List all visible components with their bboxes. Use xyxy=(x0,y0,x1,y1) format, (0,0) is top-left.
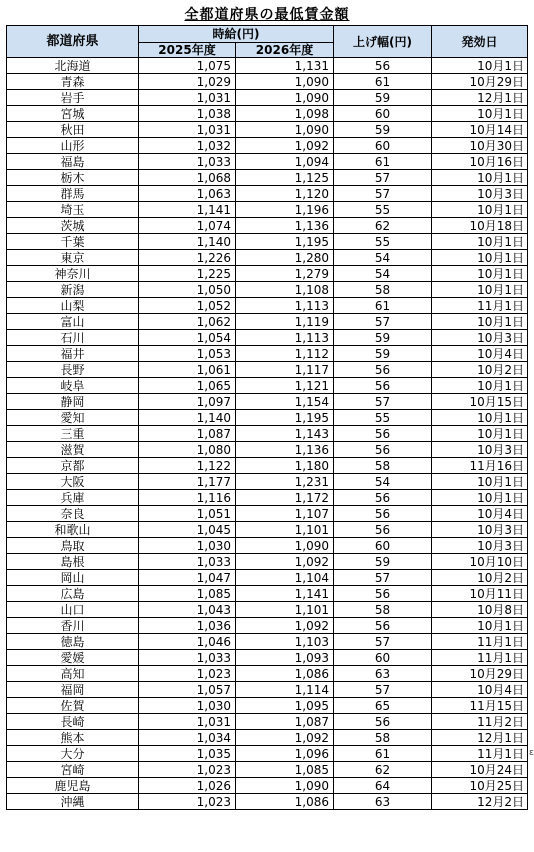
prefecture-cell: 愛媛 xyxy=(7,650,139,666)
wage-2026-cell: 1,101 xyxy=(236,602,334,618)
effective-date-cell: 10月1日 xyxy=(432,170,528,186)
increase-cell: 56 xyxy=(334,714,432,730)
effective-date-cell: 10月1日 xyxy=(432,266,528,282)
increase-cell: 59 xyxy=(334,554,432,570)
effective-date-cell: 10月3日 xyxy=(432,330,528,346)
wage-2025-cell: 1,050 xyxy=(139,282,236,298)
wage-2026-cell: 1,119 xyxy=(236,314,334,330)
table-row xyxy=(7,682,528,698)
wage-2025-cell: 1,026 xyxy=(139,778,236,794)
table-row xyxy=(7,266,528,282)
wage-2025-cell: 1,057 xyxy=(139,682,236,698)
effective-date-cell: 10月3日 xyxy=(432,522,528,538)
increase-cell: 56 xyxy=(334,378,432,394)
increase-cell: 57 xyxy=(334,394,432,410)
table-row xyxy=(7,666,528,682)
wage-2026-cell: 1,195 xyxy=(236,410,334,426)
prefecture-cell: 福岡 xyxy=(7,682,139,698)
effective-date-cell: 10月1日 xyxy=(432,426,528,442)
wage-2025-cell: 1,080 xyxy=(139,442,236,458)
wage-2025-cell: 1,031 xyxy=(139,90,236,106)
increase-cell: 57 xyxy=(334,634,432,650)
prefecture-cell: 山口 xyxy=(7,602,139,618)
table-row xyxy=(7,778,528,794)
wage-2026-cell: 1,113 xyxy=(236,298,334,314)
effective-date-cell: 10月1日 xyxy=(432,410,528,426)
table-row xyxy=(7,506,528,522)
prefecture-cell: 岡山 xyxy=(7,570,139,586)
effective-date-cell: 10月16日 xyxy=(432,154,528,170)
wage-2025-cell: 1,226 xyxy=(139,250,236,266)
wage-2026-cell: 1,279 xyxy=(236,266,334,282)
wage-2026-cell: 1,131 xyxy=(236,58,334,74)
increase-cell: 56 xyxy=(334,586,432,602)
prefecture-cell: 石川 xyxy=(7,330,139,346)
wage-2025-cell: 1,033 xyxy=(139,154,236,170)
wage-2026-cell: 1,112 xyxy=(236,346,334,362)
table-row xyxy=(7,154,528,170)
effective-date-cell: 10月25日 xyxy=(432,778,528,794)
wage-2026-cell: 1,092 xyxy=(236,730,334,746)
increase-cell: 58 xyxy=(334,602,432,618)
effective-date-cell: 12月1日 xyxy=(432,730,528,746)
table-row xyxy=(7,746,528,762)
wage-2026-cell: 1,180 xyxy=(236,458,334,474)
wage-2026-cell: 1,120 xyxy=(236,186,334,202)
wage-2026-cell: 1,114 xyxy=(236,682,334,698)
effective-date-cell: 10月18日 xyxy=(432,218,528,234)
prefecture-cell: 宮城 xyxy=(7,106,139,122)
prefecture-cell: 千葉 xyxy=(7,234,139,250)
wage-2026-cell: 1,104 xyxy=(236,570,334,586)
header-fy2026: 2026年度 xyxy=(236,43,334,58)
effective-date-cell: 10月3日 xyxy=(432,538,528,554)
wage-2025-cell: 1,033 xyxy=(139,650,236,666)
effective-date-cell: 10月2日 xyxy=(432,570,528,586)
table-row xyxy=(7,730,528,746)
effective-date-cell: 10月4日 xyxy=(432,682,528,698)
wage-2025-cell: 1,043 xyxy=(139,602,236,618)
table-body xyxy=(7,58,528,810)
prefecture-cell: 大阪 xyxy=(7,474,139,490)
prefecture-cell: 福島 xyxy=(7,154,139,170)
prefecture-cell: 神奈川 xyxy=(7,266,139,282)
minimum-wage-table xyxy=(6,25,528,810)
prefecture-cell: 広島 xyxy=(7,586,139,602)
table-row xyxy=(7,362,528,378)
wage-2026-cell: 1,231 xyxy=(236,474,334,490)
prefecture-cell: 埼玉 xyxy=(7,202,139,218)
increase-cell: 64 xyxy=(334,778,432,794)
increase-cell: 61 xyxy=(334,154,432,170)
table-row xyxy=(7,586,528,602)
effective-date-cell: 10月1日 xyxy=(432,490,528,506)
wage-2025-cell: 1,047 xyxy=(139,570,236,586)
effective-date-cell: 11月1日 xyxy=(432,650,528,666)
wage-2025-cell: 1,030 xyxy=(139,538,236,554)
wage-2025-cell: 1,063 xyxy=(139,186,236,202)
effective-date-cell: 10月1日 xyxy=(432,618,528,634)
prefecture-cell: 秋田 xyxy=(7,122,139,138)
effective-date-cell: 10月4日 xyxy=(432,346,528,362)
table-row xyxy=(7,234,528,250)
prefecture-cell: 大分 xyxy=(7,746,139,762)
effective-date-cell: 10月3日 xyxy=(432,442,528,458)
prefecture-cell: 奈良 xyxy=(7,506,139,522)
increase-cell: 55 xyxy=(334,410,432,426)
table-row xyxy=(7,378,528,394)
wage-2025-cell: 1,036 xyxy=(139,618,236,634)
increase-cell: 58 xyxy=(334,730,432,746)
table-row xyxy=(7,490,528,506)
wage-2026-cell: 1,136 xyxy=(236,218,334,234)
wage-2026-cell: 1,090 xyxy=(236,538,334,554)
increase-cell: 62 xyxy=(334,762,432,778)
table-row xyxy=(7,282,528,298)
increase-cell: 58 xyxy=(334,458,432,474)
prefecture-cell: 高知 xyxy=(7,666,139,682)
increase-cell: 56 xyxy=(334,442,432,458)
increase-cell: 60 xyxy=(334,538,432,554)
prefecture-cell: 岩手 xyxy=(7,90,139,106)
wage-2026-cell: 1,125 xyxy=(236,170,334,186)
table-row xyxy=(7,698,528,714)
effective-date-cell: 10月4日 xyxy=(432,506,528,522)
effective-date-cell: 10月2日 xyxy=(432,362,528,378)
wage-2026-cell: 1,154 xyxy=(236,394,334,410)
table-row xyxy=(7,538,528,554)
wage-2025-cell: 1,052 xyxy=(139,298,236,314)
wage-2025-cell: 1,177 xyxy=(139,474,236,490)
effective-date-cell: 10月1日 xyxy=(432,474,528,490)
wage-2026-cell: 1,113 xyxy=(236,330,334,346)
effective-date-cell: 10月1日 xyxy=(432,58,528,74)
prefecture-cell: 兵庫 xyxy=(7,490,139,506)
effective-date-cell: 11月1日 xyxy=(432,634,528,650)
increase-cell: 61 xyxy=(334,298,432,314)
increase-cell: 55 xyxy=(334,234,432,250)
wage-2025-cell: 1,087 xyxy=(139,426,236,442)
increase-cell: 54 xyxy=(334,250,432,266)
increase-cell: 57 xyxy=(334,314,432,330)
prefecture-cell: 東京 xyxy=(7,250,139,266)
table-row xyxy=(7,618,528,634)
increase-cell: 55 xyxy=(334,202,432,218)
wage-2025-cell: 1,023 xyxy=(139,666,236,682)
header-hourly: 時給(円) xyxy=(139,26,334,43)
table-row xyxy=(7,218,528,234)
effective-date-cell: 10月1日 xyxy=(432,314,528,330)
table-row xyxy=(7,90,528,106)
effective-date-cell: 10月10日 xyxy=(432,554,528,570)
wage-2026-cell: 1,136 xyxy=(236,442,334,458)
table-row xyxy=(7,602,528,618)
wage-2026-cell: 1,196 xyxy=(236,202,334,218)
wage-2026-cell: 1,087 xyxy=(236,714,334,730)
wage-2025-cell: 1,062 xyxy=(139,314,236,330)
prefecture-cell: 富山 xyxy=(7,314,139,330)
wage-2026-cell: 1,103 xyxy=(236,634,334,650)
table-row xyxy=(7,74,528,90)
prefecture-cell: 佐賀 xyxy=(7,698,139,714)
effective-date-cell: 11月1日 xyxy=(432,746,528,762)
wage-2025-cell: 1,034 xyxy=(139,730,236,746)
wage-2026-cell: 1,172 xyxy=(236,490,334,506)
wage-2025-cell: 1,068 xyxy=(139,170,236,186)
wage-2025-cell: 1,140 xyxy=(139,234,236,250)
wage-2026-cell: 1,090 xyxy=(236,122,334,138)
table-row xyxy=(7,442,528,458)
prefecture-cell: 京都 xyxy=(7,458,139,474)
increase-cell: 54 xyxy=(334,474,432,490)
increase-cell: 56 xyxy=(334,426,432,442)
wage-2025-cell: 1,032 xyxy=(139,138,236,154)
table-row xyxy=(7,762,528,778)
edge-mark: ɛ xyxy=(529,748,534,758)
prefecture-cell: 山形 xyxy=(7,138,139,154)
table-row xyxy=(7,522,528,538)
table-row xyxy=(7,634,528,650)
table-row xyxy=(7,714,528,730)
wage-2025-cell: 1,074 xyxy=(139,218,236,234)
wage-2026-cell: 1,090 xyxy=(236,74,334,90)
table-row xyxy=(7,298,528,314)
wage-2026-cell: 1,141 xyxy=(236,586,334,602)
table-row xyxy=(7,650,528,666)
increase-cell: 56 xyxy=(334,522,432,538)
effective-date-cell: 12月1日 xyxy=(432,90,528,106)
wage-2025-cell: 1,031 xyxy=(139,122,236,138)
increase-cell: 57 xyxy=(334,682,432,698)
increase-cell: 63 xyxy=(334,666,432,682)
increase-cell: 56 xyxy=(334,58,432,74)
wage-2025-cell: 1,065 xyxy=(139,378,236,394)
effective-date-cell: 10月1日 xyxy=(432,202,528,218)
table-row xyxy=(7,570,528,586)
prefecture-cell: 北海道 xyxy=(7,58,139,74)
increase-cell: 56 xyxy=(334,618,432,634)
wage-2026-cell: 1,195 xyxy=(236,234,334,250)
wage-2026-cell: 1,121 xyxy=(236,378,334,394)
wage-2025-cell: 1,225 xyxy=(139,266,236,282)
effective-date-cell: 10月15日 xyxy=(432,394,528,410)
table-row xyxy=(7,58,528,74)
wage-2026-cell: 1,093 xyxy=(236,650,334,666)
effective-date-cell: 10月1日 xyxy=(432,282,528,298)
wage-2025-cell: 1,053 xyxy=(139,346,236,362)
prefecture-cell: 熊本 xyxy=(7,730,139,746)
wage-2025-cell: 1,029 xyxy=(139,74,236,90)
effective-date-cell: 10月3日 xyxy=(432,186,528,202)
wage-2025-cell: 1,023 xyxy=(139,794,236,810)
wage-2026-cell: 1,094 xyxy=(236,154,334,170)
prefecture-cell: 島根 xyxy=(7,554,139,570)
table-row xyxy=(7,138,528,154)
increase-cell: 56 xyxy=(334,362,432,378)
wage-2025-cell: 1,033 xyxy=(139,554,236,570)
increase-cell: 59 xyxy=(334,90,432,106)
prefecture-cell: 鹿児島 xyxy=(7,778,139,794)
increase-cell: 63 xyxy=(334,794,432,810)
prefecture-cell: 新潟 xyxy=(7,282,139,298)
effective-date-cell: 10月1日 xyxy=(432,250,528,266)
effective-date-cell: 10月14日 xyxy=(432,122,528,138)
prefecture-cell: 長野 xyxy=(7,362,139,378)
increase-cell: 61 xyxy=(334,746,432,762)
increase-cell: 57 xyxy=(334,170,432,186)
increase-cell: 57 xyxy=(334,570,432,586)
wage-2026-cell: 1,092 xyxy=(236,618,334,634)
wage-2025-cell: 1,075 xyxy=(139,58,236,74)
prefecture-cell: 青森 xyxy=(7,74,139,90)
increase-cell: 60 xyxy=(334,106,432,122)
increase-cell: 60 xyxy=(334,650,432,666)
wage-2025-cell: 1,141 xyxy=(139,202,236,218)
wage-2026-cell: 1,086 xyxy=(236,666,334,682)
wage-2025-cell: 1,046 xyxy=(139,634,236,650)
prefecture-cell: 香川 xyxy=(7,618,139,634)
effective-date-cell: 10月29日 xyxy=(432,74,528,90)
increase-cell: 56 xyxy=(334,490,432,506)
wage-2026-cell: 1,085 xyxy=(236,762,334,778)
increase-cell: 56 xyxy=(334,506,432,522)
effective-date-cell: 10月8日 xyxy=(432,602,528,618)
wage-2026-cell: 1,117 xyxy=(236,362,334,378)
wage-2025-cell: 1,061 xyxy=(139,362,236,378)
table-row xyxy=(7,122,528,138)
wage-2026-cell: 1,092 xyxy=(236,554,334,570)
table-row xyxy=(7,250,528,266)
effective-date-cell: 10月1日 xyxy=(432,378,528,394)
table-row xyxy=(7,458,528,474)
increase-cell: 54 xyxy=(334,266,432,282)
header-fy2025: 2025年度 xyxy=(139,43,236,58)
prefecture-cell: 沖縄 xyxy=(7,794,139,810)
table-row xyxy=(7,794,528,810)
increase-cell: 62 xyxy=(334,218,432,234)
effective-date-cell: 11月16日 xyxy=(432,458,528,474)
prefecture-cell: 群馬 xyxy=(7,186,139,202)
wage-2025-cell: 1,023 xyxy=(139,762,236,778)
wage-2025-cell: 1,097 xyxy=(139,394,236,410)
prefecture-cell: 宮崎 xyxy=(7,762,139,778)
increase-cell: 65 xyxy=(334,698,432,714)
prefecture-cell: 福井 xyxy=(7,346,139,362)
wage-2025-cell: 1,051 xyxy=(139,506,236,522)
prefecture-cell: 三重 xyxy=(7,426,139,442)
effective-date-cell: 11月1日 xyxy=(432,298,528,314)
effective-date-cell: 10月30日 xyxy=(432,138,528,154)
effective-date-cell: 10月11日 xyxy=(432,586,528,602)
wage-2025-cell: 1,045 xyxy=(139,522,236,538)
table-row xyxy=(7,314,528,330)
increase-cell: 57 xyxy=(334,186,432,202)
table-row xyxy=(7,170,528,186)
table-row xyxy=(7,410,528,426)
wage-2026-cell: 1,090 xyxy=(236,778,334,794)
increase-cell: 59 xyxy=(334,330,432,346)
effective-date-cell: 11月15日 xyxy=(432,698,528,714)
prefecture-cell: 栃木 xyxy=(7,170,139,186)
increase-cell: 60 xyxy=(334,138,432,154)
table-row xyxy=(7,330,528,346)
table-row xyxy=(7,554,528,570)
wage-2026-cell: 1,092 xyxy=(236,138,334,154)
effective-date-cell: 10月1日 xyxy=(432,106,528,122)
table-title: 全都道府県の最低賃金額 xyxy=(184,7,350,23)
table-row xyxy=(7,474,528,490)
wage-2026-cell: 1,096 xyxy=(236,746,334,762)
table-row xyxy=(7,202,528,218)
prefecture-cell: 山梨 xyxy=(7,298,139,314)
prefecture-cell: 静岡 xyxy=(7,394,139,410)
prefecture-cell: 和歌山 xyxy=(7,522,139,538)
increase-cell: 59 xyxy=(334,122,432,138)
wage-2025-cell: 1,116 xyxy=(139,490,236,506)
effective-date-cell: 12月2日 xyxy=(432,794,528,810)
effective-date-cell: 11月2日 xyxy=(432,714,528,730)
prefecture-cell: 愛知 xyxy=(7,410,139,426)
table-row xyxy=(7,186,528,202)
wage-2026-cell: 1,107 xyxy=(236,506,334,522)
wage-2025-cell: 1,030 xyxy=(139,698,236,714)
effective-date-cell: 10月24日 xyxy=(432,762,528,778)
wage-2026-cell: 1,280 xyxy=(236,250,334,266)
effective-date-cell: 10月29日 xyxy=(432,666,528,682)
wage-2026-cell: 1,086 xyxy=(236,794,334,810)
table-row xyxy=(7,426,528,442)
wage-2026-cell: 1,143 xyxy=(236,426,334,442)
increase-cell: 61 xyxy=(334,74,432,90)
header-increase: 上げ幅(円) xyxy=(334,26,432,58)
wage-2025-cell: 1,031 xyxy=(139,714,236,730)
wage-2025-cell: 1,035 xyxy=(139,746,236,762)
wage-2025-cell: 1,054 xyxy=(139,330,236,346)
header-effective: 発効日 xyxy=(432,26,528,58)
prefecture-cell: 徳島 xyxy=(7,634,139,650)
effective-date-cell: 10月1日 xyxy=(432,234,528,250)
wage-2025-cell: 1,140 xyxy=(139,410,236,426)
prefecture-cell: 長崎 xyxy=(7,714,139,730)
wage-2026-cell: 1,101 xyxy=(236,522,334,538)
prefecture-cell: 岐阜 xyxy=(7,378,139,394)
table-row xyxy=(7,394,528,410)
wage-2026-cell: 1,090 xyxy=(236,90,334,106)
wage-2026-cell: 1,108 xyxy=(236,282,334,298)
wage-2025-cell: 1,122 xyxy=(139,458,236,474)
table-row xyxy=(7,106,528,122)
prefecture-cell: 鳥取 xyxy=(7,538,139,554)
prefecture-cell: 滋賀 xyxy=(7,442,139,458)
header-prefecture: 都道府県 xyxy=(7,26,139,58)
wage-2026-cell: 1,095 xyxy=(236,698,334,714)
increase-cell: 59 xyxy=(334,346,432,362)
prefecture-cell: 茨城 xyxy=(7,218,139,234)
wage-2025-cell: 1,038 xyxy=(139,106,236,122)
table-row xyxy=(7,346,528,362)
increase-cell: 58 xyxy=(334,282,432,298)
wage-2025-cell: 1,085 xyxy=(139,586,236,602)
wage-2026-cell: 1,098 xyxy=(236,106,334,122)
